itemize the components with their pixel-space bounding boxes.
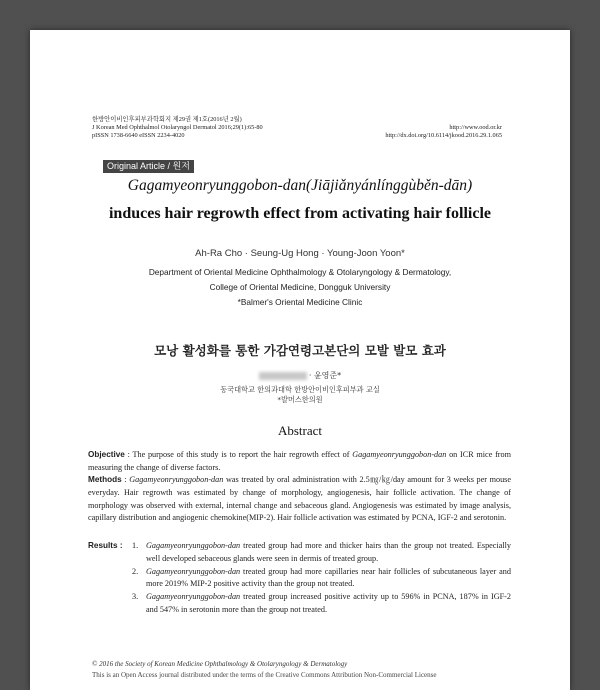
abstract-heading: Abstract	[277, 423, 323, 438]
footer-license: This is an Open Access journal distributed under the terms of the Creative Commons Attribution Non-Commercial License	[92, 671, 437, 679]
objective-label: Objective	[88, 450, 125, 459]
methods-paragraph: Methods : Gagamyeonryunggobon-dan was treated by oral administration with 2.5㎎/㎏/day amount for 3 weeks per mouse everyday. Hair regrowth was estimated by change of morphology, angiogenesis, hair follicle activation. The change of morphology was observed with external, internal change and sebaceous gland. Angiogenesis was estimated by image analysis, capillary distribution and angiogenic chemokine(MIP-2). Hair follicle activation was estimated by PCNA, IGF-2 and serotonin.	[88, 475, 511, 523]
affiliation-2: College of Oriental Medicine, Dongguk University	[209, 282, 391, 292]
title-line-1: Gagamyeonryunggobon-dan(Jiājiǎnyánlínggùběn-dān)	[127, 177, 473, 194]
journal-header-right	[385, 124, 502, 140]
journal-korean-name: 한방안이비인후피부과학회지 제29권 제1호(2016년 2월)	[92, 116, 242, 123]
authors: Ah-Ra Cho · Seung-Ug Hong · Young-Joon Yoon*	[195, 248, 405, 259]
affiliation-1: Department of Oriental Medicine Ophthalmology & Otolaryngology & Dermatology,	[148, 267, 452, 277]
redacted-names	[259, 372, 307, 380]
korean-affiliation-1: 동국대학교 한의과대학 한방안이비인후피부과 교실	[220, 385, 380, 394]
journal-header-left	[92, 116, 263, 140]
title-line-2: induces hair regrowth effect from activating hair follicle	[108, 205, 491, 222]
article-type-tag: Original Article / 원저	[103, 160, 194, 173]
journal-url[interactable]: http://www.ood.or.kr	[449, 124, 502, 131]
korean-affiliation-2: *발머스한의원	[277, 395, 323, 404]
methods-label: Methods	[88, 475, 122, 484]
paper-page	[30, 30, 570, 690]
doi-link[interactable]: http://dx.doi.org/10.6114/jkood.2016.29.1.065	[385, 132, 502, 139]
journal-issn: pISSN 1738-6640 eISSN 2234-4020	[92, 132, 185, 139]
korean-title: 모낭 활성화를 통한 가감연령고본단의 모발 발모 효과	[154, 343, 446, 358]
affiliation-3: *Balmer's Oriental Medicine Clinic	[237, 297, 363, 307]
results-label: Results :	[88, 541, 123, 550]
footer-copyright: © 2016 the Society of Korean Medicine Ophthalmology & Otolaryngology & Dermatology	[92, 660, 348, 668]
result-item-1: 1. Gagamyeonryunggobon-dan treated group had more and thicker hairs than the group not treated. Especially well developed sebaceous glands were seen in dermis of treated group.	[132, 541, 511, 563]
korean-author-visible: · 윤영준*	[308, 371, 342, 380]
results-list	[132, 540, 511, 617]
journal-citation: J Korean Med Ophthalmol Otolaryngol Dermatol 2016;29(1):65-80	[92, 124, 263, 131]
korean-authors	[30, 370, 570, 381]
result-item-3: 3. Gagamyeonryunggobon-dan treated group increased positive activity up to 596% in PCNA, 187% in IGF-2 and 547% in serotonin more than the group not treated.	[132, 592, 511, 614]
objective-paragraph: Objective : The purpose of this study is to report the hair regrowth effect of Gagamyeonryunggobon-dan on ICR mice from measuring the change of diverse factors.	[88, 450, 511, 472]
result-item-2: 2. Gagamyeonryunggobon-dan treated group had more capillaries near hair follicles of subcutaneous layer and more 2019% MIP-2 positive activity than the group not treated.	[132, 566, 511, 589]
